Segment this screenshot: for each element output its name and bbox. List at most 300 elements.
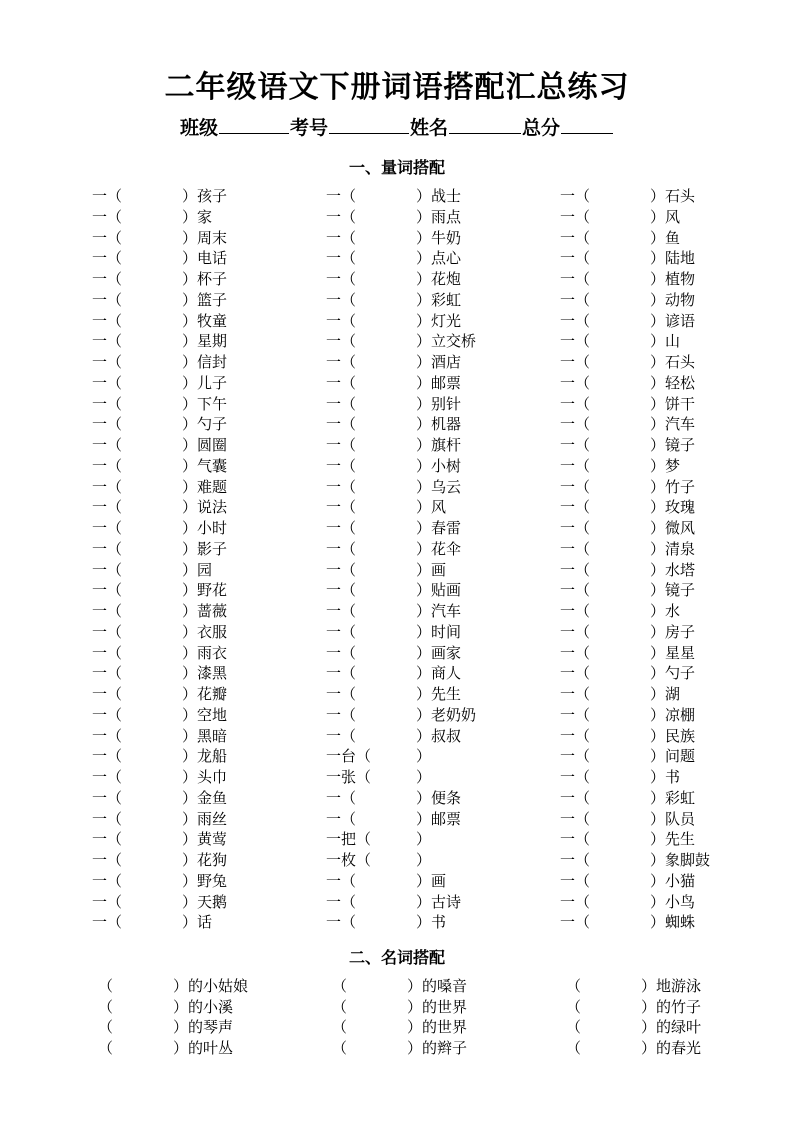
item-prefix: 一（: [92, 207, 123, 226]
name-blank[interactable]: [449, 115, 521, 134]
item-prefix: 一（: [326, 373, 357, 392]
item-suffix: ）邮票: [416, 809, 462, 828]
item-prefix: 一（: [560, 622, 591, 641]
item-suffix: ）的小溪: [173, 997, 234, 1016]
item-prefix: 一（: [326, 892, 357, 911]
fill-in-item: [560, 186, 710, 207]
item-prefix: 一（: [92, 415, 123, 434]
item-prefix: 一把（: [326, 830, 372, 849]
item-suffix: ）酒店: [416, 353, 462, 371]
item-suffix: ）微风: [650, 519, 696, 537]
item-suffix: ）空地: [182, 705, 228, 724]
item-prefix: 一（: [560, 436, 591, 454]
item-suffix: ）谚语: [650, 311, 696, 330]
item-prefix: 一（: [326, 622, 357, 641]
fill-in-item: [326, 394, 476, 415]
item-suffix: ）雨衣: [182, 643, 228, 662]
item-suffix: ）春雷: [416, 519, 462, 537]
item-prefix: 一（: [92, 830, 123, 849]
item-suffix: ）风: [650, 207, 681, 226]
fill-in-item: [566, 976, 701, 997]
item-suffix: ）旗杆: [416, 436, 462, 454]
fill-in-item: [98, 997, 248, 1018]
item-suffix: ）的叶丛: [173, 1039, 234, 1058]
fill-in-item: [560, 456, 710, 477]
item-suffix: ）牛奶: [416, 228, 462, 247]
item-suffix: ）房子: [650, 622, 696, 641]
item-prefix: 一（: [560, 456, 591, 475]
item-prefix: 一（: [92, 456, 123, 475]
fill-in-item: [92, 394, 227, 415]
item-prefix: 一（: [92, 851, 123, 869]
item-suffix: ）凉棚: [650, 705, 696, 724]
fill-in-item: [560, 311, 710, 332]
item-suffix: ）雨丝: [182, 809, 228, 828]
fill-in-item: [560, 601, 710, 622]
item-prefix: 一（: [560, 851, 591, 869]
item-prefix: 一（: [92, 705, 123, 724]
item-suffix: ）画: [416, 560, 447, 579]
item-suffix: ）气囊: [182, 456, 228, 475]
fill-in-item: [92, 248, 227, 269]
item-prefix: 一（: [326, 249, 357, 268]
item-suffix: ）头巾: [182, 768, 228, 786]
item-prefix: 一（: [326, 581, 357, 600]
item-prefix: 一（: [92, 477, 123, 496]
item-suffix: ）队员: [650, 809, 696, 828]
item-prefix: 一（: [560, 871, 591, 890]
fill-in-item: [326, 726, 476, 747]
item-prefix: 一（: [560, 560, 591, 579]
item-prefix: 一（: [326, 290, 357, 309]
item-prefix: （: [566, 977, 582, 995]
section-title-measure-words: 一、量词搭配: [348, 158, 445, 177]
item-suffix: ）动物: [650, 290, 696, 309]
item-suffix: ）问题: [650, 747, 696, 766]
item-prefix: 一（: [560, 519, 591, 537]
fill-in-item: [326, 207, 476, 228]
item-suffix: ）玫瑰: [650, 498, 696, 517]
item-suffix: ）蔷薇: [182, 602, 228, 620]
item-suffix: ）园: [182, 560, 213, 579]
item-suffix: ）陆地: [650, 249, 696, 268]
item-suffix: ）星期: [182, 332, 228, 351]
item-suffix: ）: [416, 768, 432, 786]
fill-in-item: [560, 871, 710, 892]
fill-in-item: [326, 290, 476, 311]
student-info-line: [0, 113, 794, 140]
item-prefix: 一（: [560, 187, 591, 205]
fill-in-item: [326, 829, 476, 850]
fill-in-item: [326, 601, 476, 622]
item-prefix: 一（: [560, 477, 591, 496]
fill-in-item: [92, 539, 227, 560]
item-suffix: ）立交桥: [416, 332, 477, 351]
item-suffix: ）植物: [650, 270, 696, 288]
measure-word-column-1: [92, 186, 227, 933]
fill-in-item: [560, 705, 710, 726]
item-prefix: （: [98, 1018, 114, 1037]
item-suffix: ）雨点: [416, 207, 462, 226]
item-prefix: 一（: [92, 249, 123, 268]
fill-in-item: [560, 663, 710, 684]
fill-in-item: [326, 539, 476, 560]
fill-in-item: [326, 518, 476, 539]
item-suffix: ）叔叔: [416, 726, 462, 745]
fill-in-item: [560, 912, 710, 933]
item-suffix: ）信封: [182, 353, 228, 371]
fill-in-item: [92, 892, 227, 913]
fill-in-item: [560, 643, 710, 664]
fill-in-item: [92, 643, 227, 664]
fill-in-item: [92, 829, 227, 850]
item-suffix: ）篮子: [182, 290, 228, 309]
exam-number-label: 考号: [289, 117, 328, 139]
item-suffix: ）孩子: [182, 187, 228, 205]
fill-in-item: [560, 622, 710, 643]
fill-in-item: [98, 1038, 248, 1059]
fill-in-item: [560, 269, 710, 290]
fill-in-item: [560, 373, 710, 394]
fill-in-item: [92, 414, 227, 435]
item-suffix: ）牧童: [182, 311, 228, 330]
item-suffix: ）电话: [182, 249, 228, 268]
item-prefix: 一（: [560, 373, 591, 392]
item-prefix: 一（: [560, 311, 591, 330]
item-prefix: 一（: [92, 498, 123, 517]
fill-in-item: [98, 1017, 248, 1038]
fill-in-item: [326, 912, 476, 933]
item-prefix: 一（: [326, 788, 357, 807]
item-prefix: 一（: [92, 726, 123, 745]
item-suffix: ）小树: [416, 456, 462, 475]
fill-in-item: [326, 809, 476, 830]
fill-in-item: [92, 186, 227, 207]
fill-in-item: [326, 850, 476, 871]
item-prefix: 一（: [326, 311, 357, 330]
item-prefix: 一（: [92, 788, 123, 807]
fill-in-item: [92, 518, 227, 539]
item-prefix: 一（: [326, 726, 357, 745]
fill-in-item: [560, 477, 710, 498]
item-suffix: ）汽车: [650, 415, 696, 434]
item-suffix: ）乌云: [416, 477, 462, 496]
item-suffix: ）时间: [416, 622, 462, 641]
item-suffix: ）星星: [650, 643, 696, 662]
item-prefix: 一（: [326, 456, 357, 475]
item-suffix: ）小时: [182, 519, 228, 537]
fill-in-item: [92, 871, 227, 892]
item-prefix: 一（: [92, 228, 123, 247]
fill-in-item: [560, 518, 710, 539]
fill-in-item: [92, 456, 227, 477]
item-suffix: ）梦: [650, 456, 681, 475]
item-prefix: 一（: [92, 519, 123, 537]
item-prefix: 一（: [326, 228, 357, 247]
fill-in-item: [326, 435, 476, 456]
item-prefix: 一（: [92, 643, 123, 662]
item-prefix: 一（: [326, 353, 357, 371]
item-prefix: 一（: [92, 290, 123, 309]
noun-phrase-column-3: [566, 976, 701, 1059]
item-suffix: ）石头: [650, 187, 696, 205]
fill-in-item: [560, 414, 710, 435]
item-suffix: ）饼干: [650, 394, 696, 413]
item-suffix: ）: [416, 851, 432, 869]
page-title: 二年级语文下册词语搭配汇总练习: [164, 70, 630, 105]
fill-in-item: [92, 746, 227, 767]
fill-in-item: [92, 622, 227, 643]
item-prefix: 一（: [326, 705, 357, 724]
item-prefix: 一（: [326, 871, 357, 890]
fill-in-item: [560, 580, 710, 601]
item-suffix: ）龙船: [182, 747, 228, 766]
fill-in-item: [326, 871, 476, 892]
fill-in-item: [92, 290, 227, 311]
item-prefix: 一（: [560, 332, 591, 351]
fill-in-item: [560, 228, 710, 249]
item-prefix: 一（: [326, 207, 357, 226]
fill-in-item: [92, 228, 227, 249]
item-prefix: 一（: [326, 415, 357, 434]
fill-in-item: [92, 663, 227, 684]
item-suffix: ）镜子: [650, 581, 696, 600]
item-suffix: ）花伞: [416, 539, 462, 558]
class-blank[interactable]: [219, 115, 289, 134]
item-prefix: 一（: [560, 809, 591, 828]
fill-in-item: [326, 456, 476, 477]
item-suffix: ）杯子: [182, 270, 228, 288]
item-prefix: 一（: [92, 809, 123, 828]
item-suffix: ）天鹅: [182, 892, 228, 911]
fill-in-item: [92, 601, 227, 622]
item-suffix: ）勺子: [182, 415, 228, 434]
fill-in-item: [92, 580, 227, 601]
fill-in-item: [98, 976, 248, 997]
item-prefix: 一（: [560, 270, 591, 288]
name-label: 姓名: [410, 117, 449, 139]
item-prefix: 一（: [326, 477, 357, 496]
fill-in-item: [326, 580, 476, 601]
fill-in-item: [326, 352, 476, 373]
item-suffix: ）清泉: [650, 539, 696, 558]
item-suffix: ）山: [650, 332, 681, 351]
item-prefix: 一（: [92, 332, 123, 351]
fill-in-item: [92, 788, 227, 809]
fill-in-item: [560, 248, 710, 269]
item-suffix: ）衣服: [182, 622, 228, 641]
item-prefix: 一（: [92, 747, 123, 766]
item-suffix: ）家: [182, 207, 213, 226]
item-suffix: ）金鱼: [182, 788, 228, 807]
item-suffix: ）的竹子: [641, 997, 702, 1016]
fill-in-item: [326, 767, 476, 788]
item-prefix: 一（: [326, 809, 357, 828]
item-prefix: 一（: [326, 664, 357, 683]
item-prefix: 一（: [326, 332, 357, 351]
fill-in-item: [332, 976, 467, 997]
item-prefix: 一（: [92, 539, 123, 558]
fill-in-item: [92, 269, 227, 290]
fill-in-item: [332, 1017, 467, 1038]
item-prefix: （: [332, 977, 348, 995]
item-prefix: 一（: [560, 207, 591, 226]
item-suffix: ）彩虹: [650, 788, 696, 807]
item-suffix: ）黑暗: [182, 726, 228, 745]
item-suffix: ）战士: [416, 187, 462, 205]
fill-in-item: [326, 228, 476, 249]
fill-in-item: [92, 726, 227, 747]
fill-in-item: [332, 1038, 467, 1059]
item-prefix: 一台（: [326, 747, 372, 766]
item-suffix: ）: [416, 747, 432, 766]
item-suffix: ）漆黑: [182, 664, 228, 683]
item-prefix: 一（: [560, 353, 591, 371]
item-suffix: ）灯光: [416, 311, 462, 330]
item-prefix: 一（: [560, 602, 591, 620]
item-suffix: ）花狗: [182, 851, 228, 869]
item-prefix: （: [332, 1039, 348, 1058]
item-suffix: ）的嗓音: [407, 977, 468, 995]
fill-in-item: [560, 560, 710, 581]
item-prefix: 一（: [92, 311, 123, 330]
fill-in-item: [326, 705, 476, 726]
fill-in-item: [560, 850, 710, 871]
item-suffix: ）古诗: [416, 892, 462, 911]
item-suffix: ）小猫: [650, 871, 696, 890]
item-suffix: ）花瓣: [182, 685, 228, 703]
fill-in-item: [326, 663, 476, 684]
item-prefix: 一（: [560, 768, 591, 786]
fill-in-item: [560, 539, 710, 560]
fill-in-item: [560, 746, 710, 767]
measure-word-column-3: [560, 186, 710, 933]
fill-in-item: [326, 497, 476, 518]
item-suffix: ）野兔: [182, 871, 228, 890]
item-prefix: 一（: [92, 871, 123, 890]
item-prefix: 一（: [92, 270, 123, 288]
item-suffix: ）: [416, 830, 432, 849]
item-prefix: 一（: [92, 685, 123, 703]
item-prefix: 一（: [560, 830, 591, 849]
item-suffix: ）书: [416, 913, 447, 932]
fill-in-item: [560, 684, 710, 705]
noun-phrase-column-1: [98, 976, 248, 1059]
item-prefix: 一（: [560, 643, 591, 662]
fill-in-item: [92, 767, 227, 788]
item-suffix: ）彩虹: [416, 290, 462, 309]
fill-in-item: [326, 892, 476, 913]
fill-in-item: [326, 622, 476, 643]
item-prefix: 一（: [326, 602, 357, 620]
score-label: 总分: [522, 117, 561, 139]
item-suffix: ）的绿叶: [641, 1018, 702, 1037]
fill-in-item: [560, 331, 710, 352]
item-prefix: 一（: [560, 498, 591, 517]
item-suffix: ）的琴声: [173, 1018, 234, 1037]
item-prefix: 一（: [560, 726, 591, 745]
fill-in-item: [92, 497, 227, 518]
item-prefix: （: [566, 1039, 582, 1058]
item-suffix: ）石头: [650, 353, 696, 371]
item-suffix: ）先生: [416, 685, 462, 703]
item-suffix: ）的世界: [407, 1018, 468, 1037]
item-prefix: 一（: [560, 249, 591, 268]
fill-in-item: [560, 207, 710, 228]
item-prefix: （: [332, 997, 348, 1016]
item-suffix: ）黄莺: [182, 830, 228, 849]
item-suffix: ）野花: [182, 581, 228, 600]
exam-number-blank[interactable]: [329, 115, 409, 134]
item-suffix: ）湖: [650, 685, 681, 703]
fill-in-item: [560, 767, 710, 788]
item-suffix: ）民族: [650, 726, 696, 745]
fill-in-item: [326, 331, 476, 352]
item-prefix: 一（: [92, 602, 123, 620]
item-suffix: ）地游泳: [641, 977, 702, 995]
fill-in-item: [326, 788, 476, 809]
fill-in-item: [92, 207, 227, 228]
measure-word-column-2: [326, 186, 476, 933]
item-suffix: ）影子: [182, 539, 228, 558]
item-suffix: ）书: [650, 768, 681, 786]
item-suffix: ）下午: [182, 394, 228, 413]
item-prefix: 一（: [92, 768, 123, 786]
fill-in-item: [566, 1038, 701, 1059]
fill-in-item: [560, 435, 710, 456]
item-suffix: ）水塔: [650, 560, 696, 579]
fill-in-item: [92, 850, 227, 871]
item-prefix: （: [332, 1018, 348, 1037]
fill-in-item: [92, 435, 227, 456]
item-prefix: 一（: [326, 187, 357, 205]
item-suffix: ）的辫子: [407, 1039, 468, 1058]
item-suffix: ）儿子: [182, 373, 228, 392]
fill-in-item: [560, 809, 710, 830]
item-suffix: ）水: [650, 602, 681, 620]
item-prefix: 一（: [560, 415, 591, 434]
fill-in-item: [560, 892, 710, 913]
item-suffix: ）老奶奶: [416, 705, 477, 724]
fill-in-item: [332, 997, 467, 1018]
class-label: 班级: [179, 117, 218, 139]
item-suffix: ）风: [416, 498, 447, 517]
item-prefix: 一（: [92, 581, 123, 600]
fill-in-item: [92, 912, 227, 933]
item-prefix: 一（: [326, 643, 357, 662]
item-prefix: 一张（: [326, 768, 372, 786]
fill-in-item: [326, 186, 476, 207]
item-prefix: 一（: [92, 373, 123, 392]
item-prefix: 一（: [326, 539, 357, 558]
item-suffix: ）难题: [182, 477, 228, 496]
item-prefix: 一（: [560, 394, 591, 413]
fill-in-item: [92, 331, 227, 352]
fill-in-item: [560, 726, 710, 747]
item-suffix: ）竹子: [650, 477, 696, 496]
fill-in-item: [560, 290, 710, 311]
item-prefix: 一（: [560, 581, 591, 600]
fill-in-item: [326, 477, 476, 498]
score-blank[interactable]: [561, 115, 613, 134]
item-suffix: ）的世界: [407, 997, 468, 1016]
item-prefix: 一（: [560, 664, 591, 683]
item-suffix: ）说法: [182, 498, 228, 517]
item-suffix: ）话: [182, 913, 213, 932]
fill-in-item: [92, 477, 227, 498]
fill-in-item: [326, 414, 476, 435]
item-prefix: 一（: [560, 747, 591, 766]
